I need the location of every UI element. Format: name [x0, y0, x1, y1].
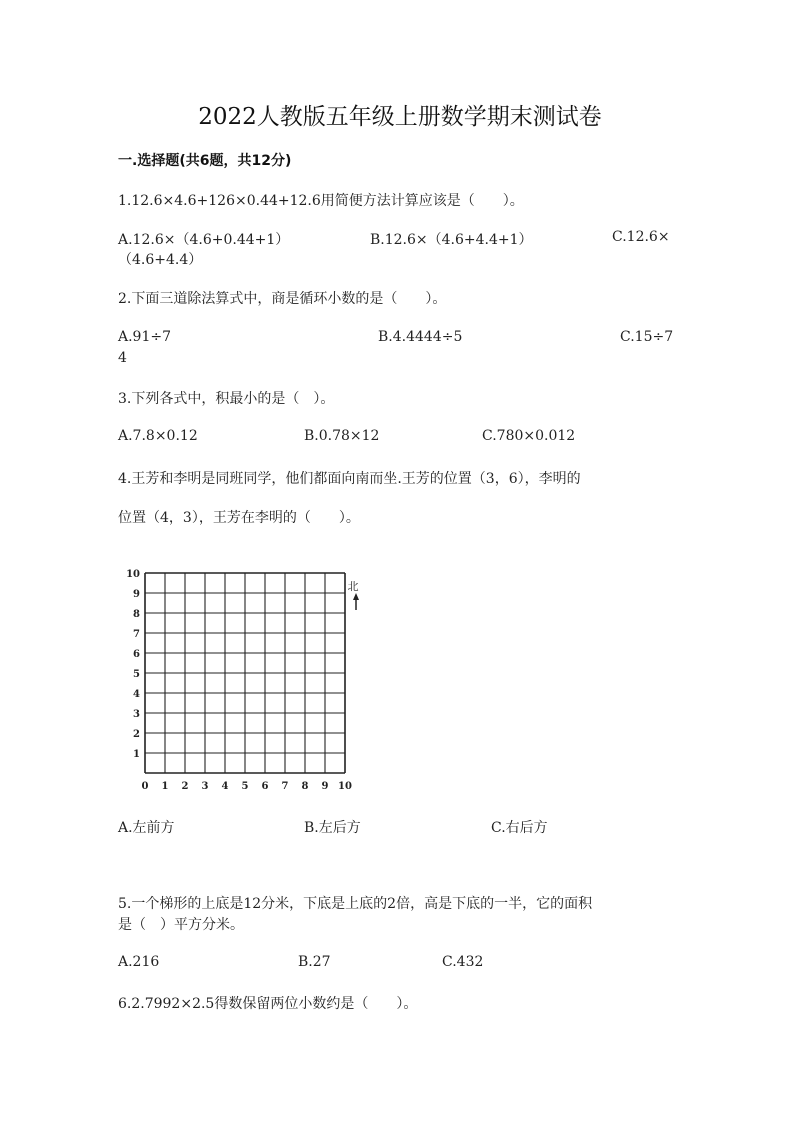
x-tick-label: 7 [281, 781, 289, 792]
y-tick-label: 3 [133, 709, 140, 720]
coordinate-grid [118, 560, 368, 792]
x-tick-label: 1 [161, 781, 169, 792]
question-1-option-c-continued: （4.6+4.4） [118, 252, 203, 268]
x-tick-label: 8 [301, 781, 309, 792]
x-tick-label: 9 [321, 781, 329, 792]
question-6-stem: 6.2.7992×2.5得数保留两位小数约是（ ）。 [118, 996, 418, 1012]
north-label: 北 [347, 580, 359, 593]
y-tick-label: 1 [133, 749, 140, 760]
question-2-option-c-continued: 4 [118, 350, 127, 366]
y-tick-label: 2 [133, 729, 140, 740]
question-3-option-b: B.0.78×12 [304, 428, 380, 444]
x-tick-label: 0 [141, 781, 149, 792]
question-5-stem-line-2: 是（ ）平方分米。 [118, 917, 244, 933]
question-2-option-c: C.15÷7 [620, 329, 674, 345]
x-tick-label: 5 [241, 781, 249, 792]
y-tick-label: 8 [133, 609, 140, 620]
x-axis-labels [142, 781, 352, 792]
question-4-option-b: B.左后方 [304, 820, 361, 836]
y-tick-label: 9 [133, 589, 140, 600]
x-tick-label: 2 [181, 781, 189, 792]
coordinate-grid-figure [118, 560, 368, 792]
question-2-option-b: B.4.4444÷5 [378, 329, 463, 345]
question-1-option-c: C.12.6× [612, 229, 670, 245]
question-4-stem-line-1: 4.王芳和李明是同班同学，他们都面向南而坐.王芳的位置（3，6），李明的 [118, 471, 581, 487]
y-tick-label: 7 [133, 629, 140, 640]
x-tick-label: 6 [261, 781, 269, 792]
question-1-option-b: B.12.6×（4.6+4.4+1） [370, 232, 533, 248]
y-tick-label: 5 [133, 669, 140, 680]
x-tick-label: 4 [221, 781, 229, 792]
question-1-option-a: A.12.6×（4.6+0.44+1） [118, 232, 290, 248]
question-2-stem: 2.下面三道除法算式中，商是循环小数的是（ ）。 [118, 291, 447, 307]
question-2-option-a: A.91÷7 [118, 329, 172, 345]
question-4-option-a: A.左前方 [118, 820, 175, 836]
question-3-option-a: A.7.8×0.12 [118, 428, 198, 444]
question-5-option-b: B.27 [298, 954, 331, 970]
question-4-stem-line-2: 位置（4，3），王芳在李明的（ ）。 [118, 510, 360, 526]
y-tick-label: 10 [126, 569, 140, 580]
y-tick-label: 6 [133, 649, 140, 660]
x-tick-label: 3 [201, 781, 209, 792]
x-tick-label: 10 [338, 781, 352, 792]
question-5-stem-line-1: 5.一个梯形的上底是12分米，下底是上底的2倍，高是下底的一半，它的面积 [118, 896, 593, 912]
question-4-option-c: C.右后方 [491, 820, 548, 836]
question-5-option-a: A.216 [118, 954, 160, 970]
question-5-option-c: C.432 [442, 954, 484, 970]
question-3-stem: 3.下列各式中，积最小的是（ ）。 [118, 391, 335, 407]
north-arrow-icon [353, 593, 359, 610]
section-heading: 一.选择题(共6题，共12分) [118, 153, 292, 169]
question-3-option-c: C.780×0.012 [482, 428, 576, 444]
question-1-stem: 1.12.6×4.6+126×0.44+12.6用简便方法计算应该是（ ）。 [118, 193, 524, 209]
y-axis-labels [126, 569, 140, 760]
y-tick-label: 4 [133, 689, 140, 700]
grid-lines [145, 573, 345, 773]
page-title: 2022人教版五年级上册数学期末测试卷 [198, 104, 602, 130]
